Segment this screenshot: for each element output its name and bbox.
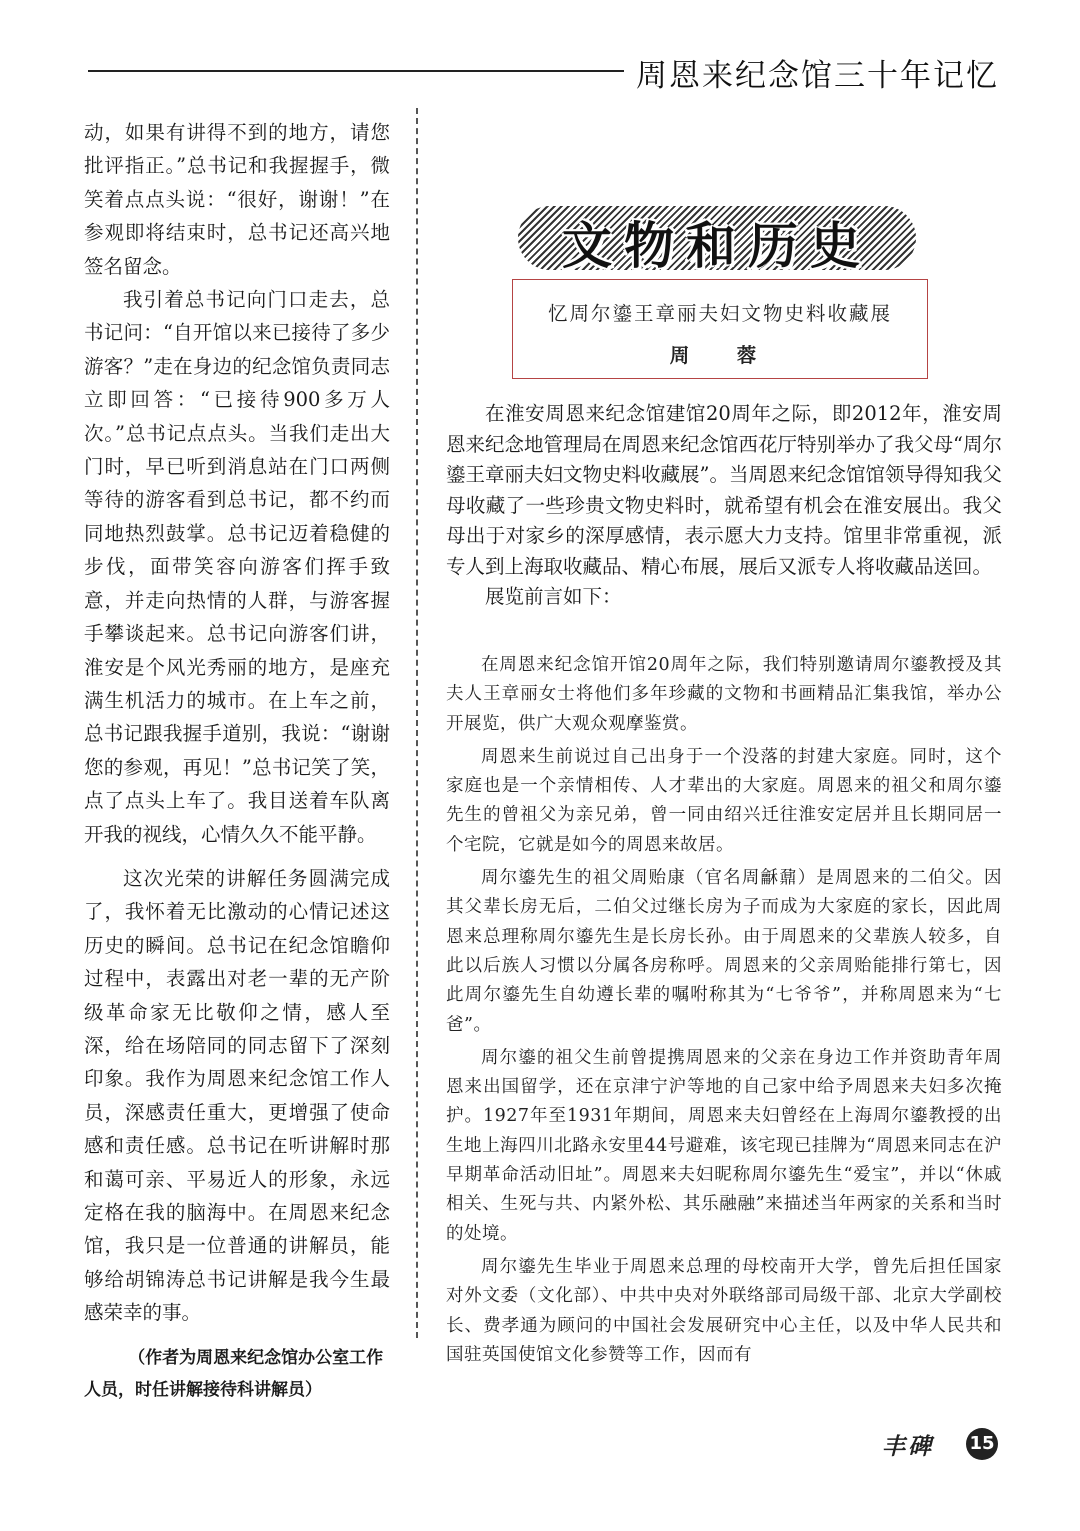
article-title: 忆周尔鎏王章丽夫妇文物史料收藏展 — [547, 302, 892, 325]
intro-paragraph-1: 在淮安周恩来纪念馆建馆20周年之际，即2012年，淮安周恩来纪念地管理局在周恩来纪念馆西花厅特别举办了我父母“周尔鎏王章丽夫妇文物史料收藏展”。当周恩来纪念馆馆领导得知我父母收藏了一些珍贵文物史料时，就希望有机会在淮安展出。我父母出于对家乡的深厚感情，表示愿大力支持。馆里非常重视，派专人到上海取收藏品、精心布展，展后又派专人将收藏品送回。 — [446, 402, 1002, 578]
section-banner-text: 文物和历史 — [562, 216, 872, 275]
left-column — [84, 116, 390, 1330]
intro-paragraph-2: 展览前言如下： — [485, 585, 622, 608]
magazine-brand: 丰碑 — [882, 1433, 934, 1460]
article-author: 周 蓉 — [669, 344, 771, 367]
left-paragraph-2: 我引着总书记向门口走去，总书记问：“自开馆以来已接待了多少游客？”走在身边的纪念馆负责同志立即回答：“已接待900多万人次。”总书记点点头。当我们走出大门时，早已听到消息站在门口两侧等待的游客看到总书记，都不约而同地热烈鼓掌。总书记迈着稳健的步伐，面带笑容向游客们挥手致意，并走向热情的人群，与游客握手攀谈起来。总书记向游客们讲，淮安是个风光秀丽的地方，是座充满生机活力的城市。在上车之前，总书记跟我握手道别，我说：“谢谢您的参观，再见！”总书记笑了笑，点了点头上车了。我目送着车队离开我的视线，心情久久不能平静。 — [84, 288, 390, 846]
foreword-paragraph-1: 在周恩来纪念馆开馆20周年之际，我们特别邀请周尔鎏教授及其夫人王章丽女士将他们多年珍藏的文物和书画精品汇集我馆，举办公开展览，供广大观众观摩鉴赏。 — [446, 655, 1002, 734]
foreword-paragraph-4: 周尔鎏的祖父生前曾提携周恩来的父亲在身边工作并资助青年周恩来出国留学，还在京津宁沪等地的自己家中给予周恩来夫妇多次掩护。1927年至1931年期间，周恩来夫妇曾经在上海周尔鎏教授的出生地上海四川北路永安里44号避难，该宅现已挂牌为“周恩来同志在沪早期革命活动旧址”。周恩来夫妇昵称周尔鎏先生“爱宝”，并以“休戚相关、生死与共、内紧外松、其乐融融”来描述当年两家的关系和当时的处境。 — [446, 1047, 1002, 1244]
section-banner — [518, 200, 916, 276]
running-header-title: 周恩来纪念馆三十年记忆 — [636, 58, 999, 94]
header-rule — [88, 70, 624, 72]
page-number-badge: 15 — [966, 1428, 998, 1460]
foreword-paragraph-2: 周恩来生前说过自己出身于一个没落的封建大家庭。同时，这个家庭也是一个亲情相传、人才辈出的大家庭。周恩来的祖父和周尔鎏先生的曾祖父为亲兄弟，曾一同由绍兴迁往淮安定居并且长期同居一个宅院，它就是如今的周恩来故居。 — [446, 746, 1002, 855]
author-note: （作者为周恩来纪念馆办公室工作人员，时任讲解接待科讲解员） — [84, 1348, 384, 1400]
left-paragraph-1: 动，如果有讲得不到的地方，请您批评指正。”总书记和我握握手，微笑着点点头说：“很好，谢谢！”在参观即将结束时，总书记还高兴地签名留念。 — [84, 121, 390, 278]
article-title-box — [512, 279, 928, 379]
exhibition-foreword — [446, 651, 1002, 1374]
left-paragraph-3: 这次光荣的讲解任务圆满完成了，我怀着无比激动的心情记述这历史的瞬间。总书记在纪念馆瞻仰过程中，表露出对老一辈的无产阶级革命家无比敬仰之情，感人至深，给在场陪同的同志留下了深刻印象。我作为周恩来纪念馆工作人员，深感责任重大，更增强了使命感和责任感。总书记在听讲解时那和蔼可亲、平易近人的形象，永远定格在我的脑海中。在周恩来纪念馆，我只是一位普通的讲解员，能够给胡锦涛总书记讲解是我今生最感荣幸的事。 — [84, 866, 390, 1325]
article-intro — [446, 399, 1002, 613]
foreword-paragraph-3: 周尔鎏先生的祖父周贻康（官名周龢鼐）是周恩来的二伯父。因其父辈长房无后，二伯父过继长房为子而成为大家庭的家长，因此周恩来总理称周尔鎏先生是长房长孙。由于周恩来的父辈族人较多，自此以后族人习惯以分属各房称呼。周恩来的父亲周贻能排行第七，因此周尔鎏先生自幼遵长辈的嘱咐称其为“七爷爷”，并称周恩来为“七爸”。 — [446, 868, 1002, 1035]
foreword-paragraph-5: 周尔鎏先生毕业于周恩来总理的母校南开大学，曾先后担任国家对外文委（文化部）、中共中央对外联络部司局级干部、北京大学副校长、费孝通为顾问的中国社会发展研究中心主任，以及中华人民共和国驻英国使馆文化参赞等工作，因而有 — [446, 1256, 1002, 1365]
column-divider — [416, 108, 418, 1338]
